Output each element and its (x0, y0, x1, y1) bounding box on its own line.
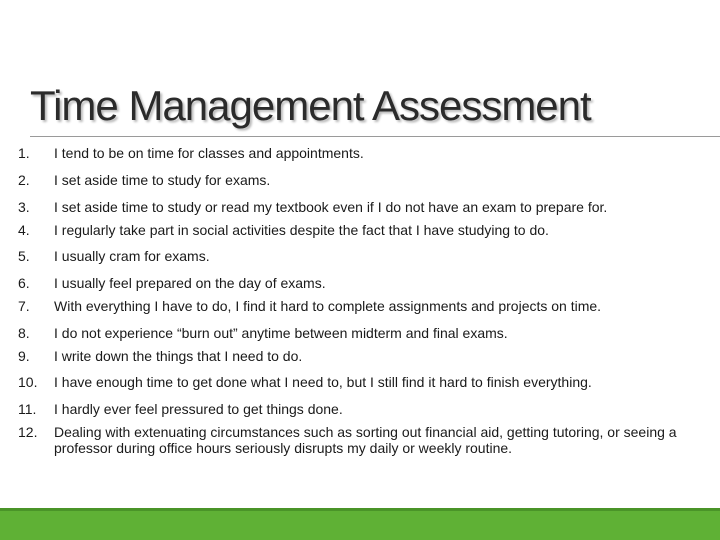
item-text: Dealing with extenuating circumstances such as sorting out financial aid, getting tutoring, or seeing a professor during office hours seriously disrupts my daily or weekly routine. (54, 424, 677, 456)
item-number: 10. (18, 374, 38, 390)
item-text: I do not experience “burn out” anytime between midterm and final exams. (54, 325, 508, 341)
list-item (18, 348, 698, 364)
item-number: 4. (18, 222, 30, 238)
item-number: 8. (18, 325, 30, 341)
list-item (18, 298, 698, 314)
footer-accent-bar (0, 508, 720, 540)
assessment-list (18, 145, 698, 456)
slide-title: Time Management Assessment (30, 82, 591, 129)
list-item (18, 424, 698, 456)
item-text: I regularly take part in social activities despite the fact that I have studying to do. (54, 222, 549, 238)
item-text: With everything I have to do, I find it hard to complete assignments and projects on time. (54, 298, 602, 314)
list-item (18, 325, 698, 341)
item-text: I write down the things that I need to do. (54, 348, 303, 364)
item-number: 3. (18, 199, 30, 215)
list-item (18, 401, 698, 417)
item-text: I usually cram for exams. (54, 248, 210, 264)
title-divider (30, 136, 720, 137)
list-item (18, 374, 698, 390)
item-text: I have enough time to get done what I need to, but I still find it hard to finish everything. (54, 374, 592, 390)
item-number: 5. (18, 248, 30, 264)
list-item (18, 172, 698, 188)
list-item (18, 248, 698, 264)
item-number: 6. (18, 275, 30, 291)
item-number: 9. (18, 348, 30, 364)
item-text: I hardly ever feel pressured to get things done. (54, 401, 343, 417)
list-item (18, 199, 698, 215)
item-text: I usually feel prepared on the day of exams. (54, 275, 326, 291)
list-item (18, 275, 698, 291)
item-number: 1. (18, 145, 30, 161)
list-item (18, 222, 698, 238)
item-text: I tend to be on time for classes and appointments. (54, 145, 364, 161)
item-text: I set aside time to study for exams. (54, 172, 271, 188)
item-number: 12. (18, 424, 38, 440)
item-number: 2. (18, 172, 30, 188)
item-number: 7. (18, 298, 30, 314)
item-number: 11. (18, 401, 37, 417)
item-text: I set aside time to study or read my textbook even if I do not have an exam to prepare for. (54, 199, 608, 215)
list-item (18, 145, 698, 161)
